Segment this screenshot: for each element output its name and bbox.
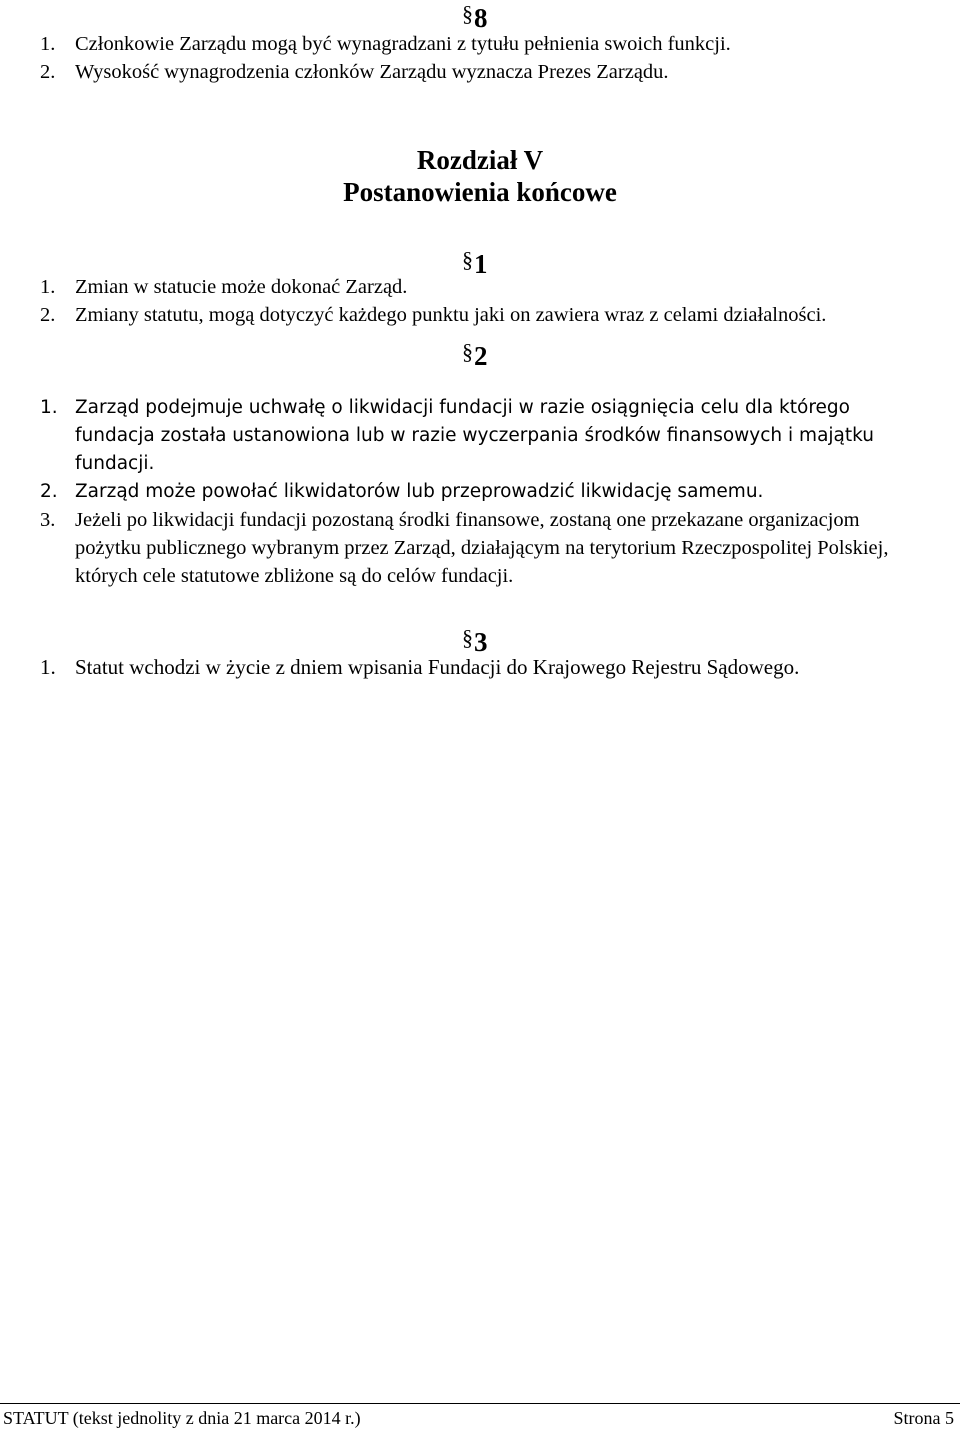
- chapter-subtitle: Postanowienia końcowe: [343, 177, 617, 207]
- list-item: [40, 506, 920, 590]
- paragraph-number: 2: [474, 341, 488, 371]
- item-number: 3.: [40, 509, 56, 531]
- paragraph-number: 1: [474, 249, 488, 279]
- item-number: 1.: [40, 655, 56, 679]
- section-symbol: §: [462, 247, 473, 272]
- footer-page-number: Strona 5: [893, 1408, 954, 1428]
- item-text: Członkowie Zarządu mogą być wynagradzani z tytułu pełnienia swoich funkcji.: [75, 33, 731, 55]
- paragraph-number: 8: [474, 3, 488, 33]
- item-text: Zarząd podejmuje uchwałę o likwidacji fundacji w razie osiągnięcia celu dla którego fundacja została ustanowiona lub w razie wyczerpania środków finansowych i majątku fundacji.: [75, 397, 875, 474]
- item-text: Zmian w statucie może dokonać Zarząd.: [75, 276, 408, 298]
- item-text: Wysokość wynagrodzenia członków Zarządu wyznacza Prezes Zarządu.: [75, 61, 669, 83]
- item-number: 2.: [40, 304, 56, 326]
- item-text: Zmiany statutu, mogą dotyczyć każdego punktu jaki on zawiera wraz z celami działalności.: [75, 304, 827, 326]
- item-text: Jeżeli po likwidacji fundacji pozostaną środki finansowe, zostaną one przekazane organizacjom pożytku publicznego wybranym przez Zarząd, działającym na terytorium Rzeczpospolitej Polskiej, których cele statutowe zbliżone są do celów fundacji.: [75, 509, 889, 587]
- paragraph-1-list: [40, 273, 940, 329]
- item-number: 1.: [40, 397, 58, 418]
- chapter-title: Rozdział V: [416, 145, 544, 175]
- list-item: [40, 653, 940, 681]
- page-footer: [0, 1403, 960, 1428]
- paragraph-8-heading: [462, 0, 488, 33]
- section-symbol: §: [462, 625, 473, 650]
- item-text: Zarząd może powołać likwidatorów lub przeprowadzić likwidację samemu.: [75, 481, 764, 502]
- item-number: 2.: [40, 481, 58, 502]
- paragraph-number: 3: [474, 627, 488, 657]
- list-item: [40, 273, 940, 301]
- paragraph-3-heading: [462, 623, 488, 657]
- section-symbol: §: [462, 339, 473, 364]
- section-symbol: §: [462, 1, 473, 26]
- item-number: 1.: [40, 33, 56, 55]
- list-item: [40, 394, 920, 478]
- paragraph-2-list: [40, 394, 920, 590]
- footer-document-title: STATUT (tekst jednolity z dnia 21 marca 2014 r.): [3, 1408, 361, 1428]
- paragraph-8-list: [40, 30, 940, 86]
- item-number: 1.: [40, 276, 56, 298]
- list-item: [40, 30, 940, 58]
- paragraph-3-list: [40, 653, 940, 681]
- list-item: [40, 478, 920, 506]
- list-item: [40, 301, 940, 329]
- paragraph-2-heading: [462, 337, 488, 371]
- item-number: 2.: [40, 61, 56, 83]
- list-item: [40, 58, 940, 86]
- item-text: Statut wchodzi w życie z dniem wpisania Fundacji do Krajowego Rejestru Sądowego.: [75, 655, 800, 679]
